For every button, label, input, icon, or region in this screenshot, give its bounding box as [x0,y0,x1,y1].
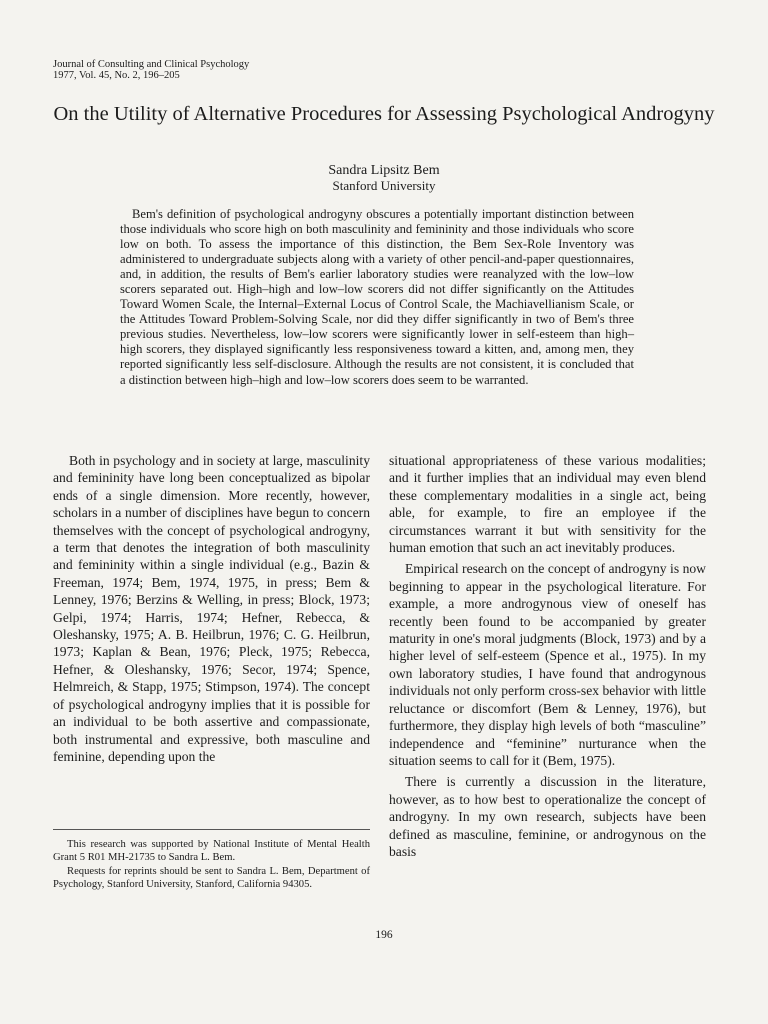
abstract-text: Bem's definition of psychological androgyny obscures a potentially important distinction between those individuals who score high on both masculinity and femininity and those individuals who score low on both. To assess the importance of this distinction, the Bem Sex-Role Inventory was administered to undergraduate subjects along with a variety of other pencil-and-paper questionnaires, and, in addition, the results of Bem's earlier laboratory studies were reanalyzed with the low–low scorers separated out. High–high and low–low scorers did not differ significantly on the Attitudes Toward Women Scale, the Internal–External Locus of Control Scale, the Machiavellianism Scale, or the Attitudes Toward Problem-Solving Scale, nor did they differ significantly in two of Bem's three previous studies. Nevertheless, low–low scorers were significantly lower in self-esteem than high–high scorers, they displayed significantly less responsiveness toward a kitten, and, among men, they reported significantly less self-disclosure. Although the results are not consistent, it is concluded that a distinction between high–high and low–low scorers does seem to be warranted. [120,207,634,387]
body-paragraph: Empirical research on the concept of androgyny is now beginning to appear in the psychological literature. For example, a more androgynous view of oneself has recently been found to be accompanied by greater maturity in one's moral judgments (Block, 1973) and by a higher level of self-esteem (Spence et al., 1975). In my own laboratory studies, I have found that androgynous individuals not only perform cross-sex behavior with little reluctance or discomfort (Bem & Lenney, 1976), but furthermore, they display high levels of both “masculine” independence and “feminine” nurturance when the situation seems to call for it (Bem, 1975). [389,561,706,768]
journal-volume: 1977, Vol. 45, No. 2, 196–205 [53,70,180,81]
page-number: 196 [375,929,393,941]
footnote-divider [53,829,370,830]
footnote-reprints: Requests for reprints should be sent to Sandra L. Bem, Department of Psychology, Stanford University, Stanford, California 94305. [53,866,370,890]
right-column [389,452,706,860]
article-title: On the Utility of Alternative Procedures for Assessing Psychological Androgyny [53,103,715,125]
footnote-funding: This research was supported by National Institute of Mental Health Grant 5 R01 MH-21735 to Sandra L. Bem. [53,839,370,863]
body-paragraph: situational appropriateness of these various modalities; and it further implies that an individual may even blend these complementary modalities in a single act, being able, for example, to fire an employee if the circumstances warrant it but with sensitivity for the human emotion that such an act inevitably produces. [389,453,706,556]
body-paragraph: There is currently a discussion in the literature, however, as to how best to operationalize the concept of androgyny. In my own research, subjects have been defined as masculine, feminine, or androgynous on the basis [389,774,706,859]
journal-citation [53,59,249,81]
footnotes [53,839,370,893]
abstract [120,207,634,388]
author-affiliation: Stanford University [332,178,436,193]
journal-name: Journal of Consulting and Clinical Psychology [53,59,250,70]
body-paragraph: Both in psychology and in society at large, masculinity and femininity have long been conceptualized as bipolar ends of a single dimension. More recently, however, scholars in a number of disciplines have begun to concern themselves with the concept of psychological androgyny, a term that denotes the integration of both masculinity and femininity within a single individual (e.g., Bazin & Freeman, 1974; Bem, 1974, 1975, in press; Bem & Lenney, 1976; Berzins & Welling, in press; Block, 1973; Gelpi, 1974; Harris, 1974; Hefner, Rebecca, & Oleshansky, 1975; A. B. Heilbrun, 1976; C. G. Heilbrun, 1973; Kaplan & Bean, 1976; Pleck, 1975; Rebecca, Hefner, & Oleshansky, 1976; Secor, 1974; Spence, Helmreich, & Stapp, 1975; Stimpson, 1974). The concept of psychological androgyny implies that it is possible for an individual to be both assertive and compassionate, both instrumental and expressive, both masculine and feminine, depending upon the [53,453,370,764]
author-name: Sandra Lipsitz Bem [328,163,440,178]
left-column [53,452,370,765]
